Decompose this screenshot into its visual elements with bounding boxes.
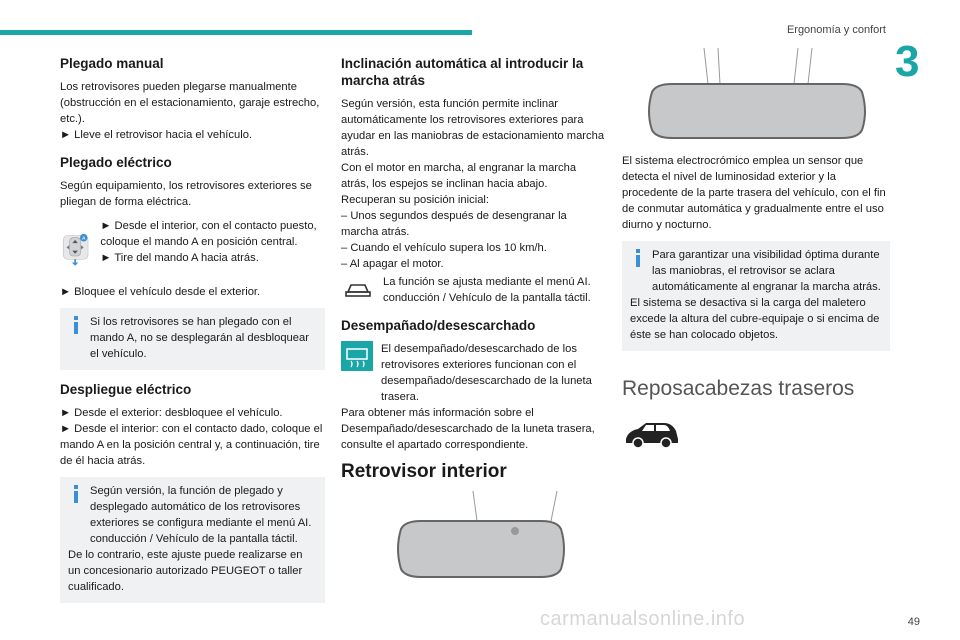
info-note-2-text-2: De lo contrario, este ajuste puede realizarse en un concesionario autorizado PEUGEOT o taller cualificado. (68, 548, 303, 593)
chapter-number: 3 (895, 37, 920, 86)
car-silhouette-icon (622, 415, 682, 451)
manual-fold-body: Los retrovisores pueden plegarse manualmente (obstrucción en el estacionamiento, garaje estrecho, etc.). (60, 80, 320, 125)
auto-tilt-menu-text: La función se ajusta mediante el menú AI. conducción / Vehículo de la pantalla táctil. (383, 275, 591, 304)
column-1 (60, 56, 325, 603)
auto-tilt-dash-2: – Cuando el vehículo supera los 10 km/h. (341, 241, 547, 254)
info-icon (630, 247, 652, 269)
info-note-3-text-1: Para garantizar una visibilidad óptima durante las maniobras, el retrovisor se aclara automáticamente al engranar la marcha atrás. (652, 249, 881, 293)
electrochromic-text: El sistema electrocrómico emplea un sensor que detecta el nivel de luminosidad exterior y la procedente de la parte trasera del vehículo, con el fin de conmutar automática y gradualmente entre el uso diurno y nocturno. (622, 155, 886, 231)
auto-tilt-title: Inclinación automática al introducir la marcha atrás (341, 56, 584, 88)
auto-tilt-dash-1: – Unos segundos después de desengranar la marcha atrás. (341, 209, 567, 238)
defrost-figure (341, 341, 606, 405)
rear-headrests-title: Reposacabezas traseros (622, 377, 855, 400)
electric-fold-body: Según equipamiento, los retrovisores exteriores se pliegan de forma eléctrica. (60, 179, 312, 208)
info-icon (68, 314, 90, 336)
section-title: Ergonomía y confort (786, 24, 886, 36)
watermark: carmanualsonline.info (540, 608, 746, 630)
header-accent-bar (0, 30, 472, 35)
auto-tilt-dash-3: – Al apagar el motor. (341, 257, 444, 270)
defrost-title: Desempañado/desescarchado (341, 317, 536, 333)
car-menu-icon (341, 274, 375, 302)
electric-fold-step-1: ► Desde el interior, con el contacto puesto, coloque el mando A en posición central. (100, 219, 317, 248)
menu-figure (341, 274, 606, 306)
info-note-1 (60, 308, 325, 370)
electric-fold-figure (60, 218, 325, 280)
info-icon (68, 483, 90, 505)
defrost-text-2: Para obtener más información sobre el Desempañado/desescarchado de la luneta trasera, consulte el apartado correspondiente. (341, 406, 595, 451)
electric-fold-step-2: ► Tire del mando A hacia atrás. (100, 251, 259, 264)
info-note-3 (622, 241, 890, 351)
electric-unfold-step-1: ► Desde el exterior: desbloquee el vehículo. (60, 406, 283, 419)
electric-unfold-title: Despliegue eléctrico (60, 381, 192, 397)
mirror-control-icon (60, 218, 92, 280)
rear-defrost-icon (341, 341, 373, 371)
column-2 (341, 56, 606, 594)
manual-fold-step: ► Lleve el retrovisor hacia el vehículo. (60, 128, 253, 141)
info-note-2-text-1: Según versión, la función de plegado y desplegado automático de los retrovisores exteriores se configura mediante el menú AI. conducción / Vehículo de la pantalla táctil. (90, 484, 312, 545)
info-note-3-text-2: El sistema se desactiva si la carga del maletero excede la altura del cubre-equipaje o si encima de éste se han colocado objetos. (630, 297, 880, 341)
auto-tilt-text-2: Con el motor en marcha, al engranar la marcha atrás, los espejos se inclinan hacia abajo. (341, 161, 577, 190)
info-note-1-text: Si los retrovisores se han plegado con el mando A, no se desplegarán al desbloquear el vehículo. (90, 315, 309, 360)
interior-mirror-title: Retrovisor interior (341, 460, 507, 482)
manual-fold-title: Plegado manual (60, 56, 164, 71)
electric-fold-step-3: ► Bloquee el vehículo desde el exterior. (60, 285, 261, 298)
svg-text:A: A (81, 236, 86, 242)
defrost-text-1: El desempañado/desescarchado de los retrovisores exteriores funcionan con el desempañado/desescarchado de la luneta trasera. (381, 342, 592, 403)
column-3 (622, 56, 890, 456)
electric-fold-title: Plegado eléctrico (60, 154, 172, 170)
interior-mirror-icon (381, 489, 581, 589)
info-note-2 (60, 477, 325, 603)
auto-tilt-text-3: Recuperan su posición inicial: (341, 193, 490, 206)
interior-mirror-icon (622, 48, 890, 148)
auto-tilt-text-1: Según versión, esta función permite inclinar automáticamente los retrovisores exteriores para ayudar en las maniobras de estacionamiento marcha atrás. (341, 97, 605, 158)
electric-unfold-step-2: ► Desde el interior: con el contacto dado, coloque el mando A en la posición central y, a continuación, tire de él hacia atrás. (60, 422, 323, 467)
page-number: 49 (907, 616, 920, 628)
